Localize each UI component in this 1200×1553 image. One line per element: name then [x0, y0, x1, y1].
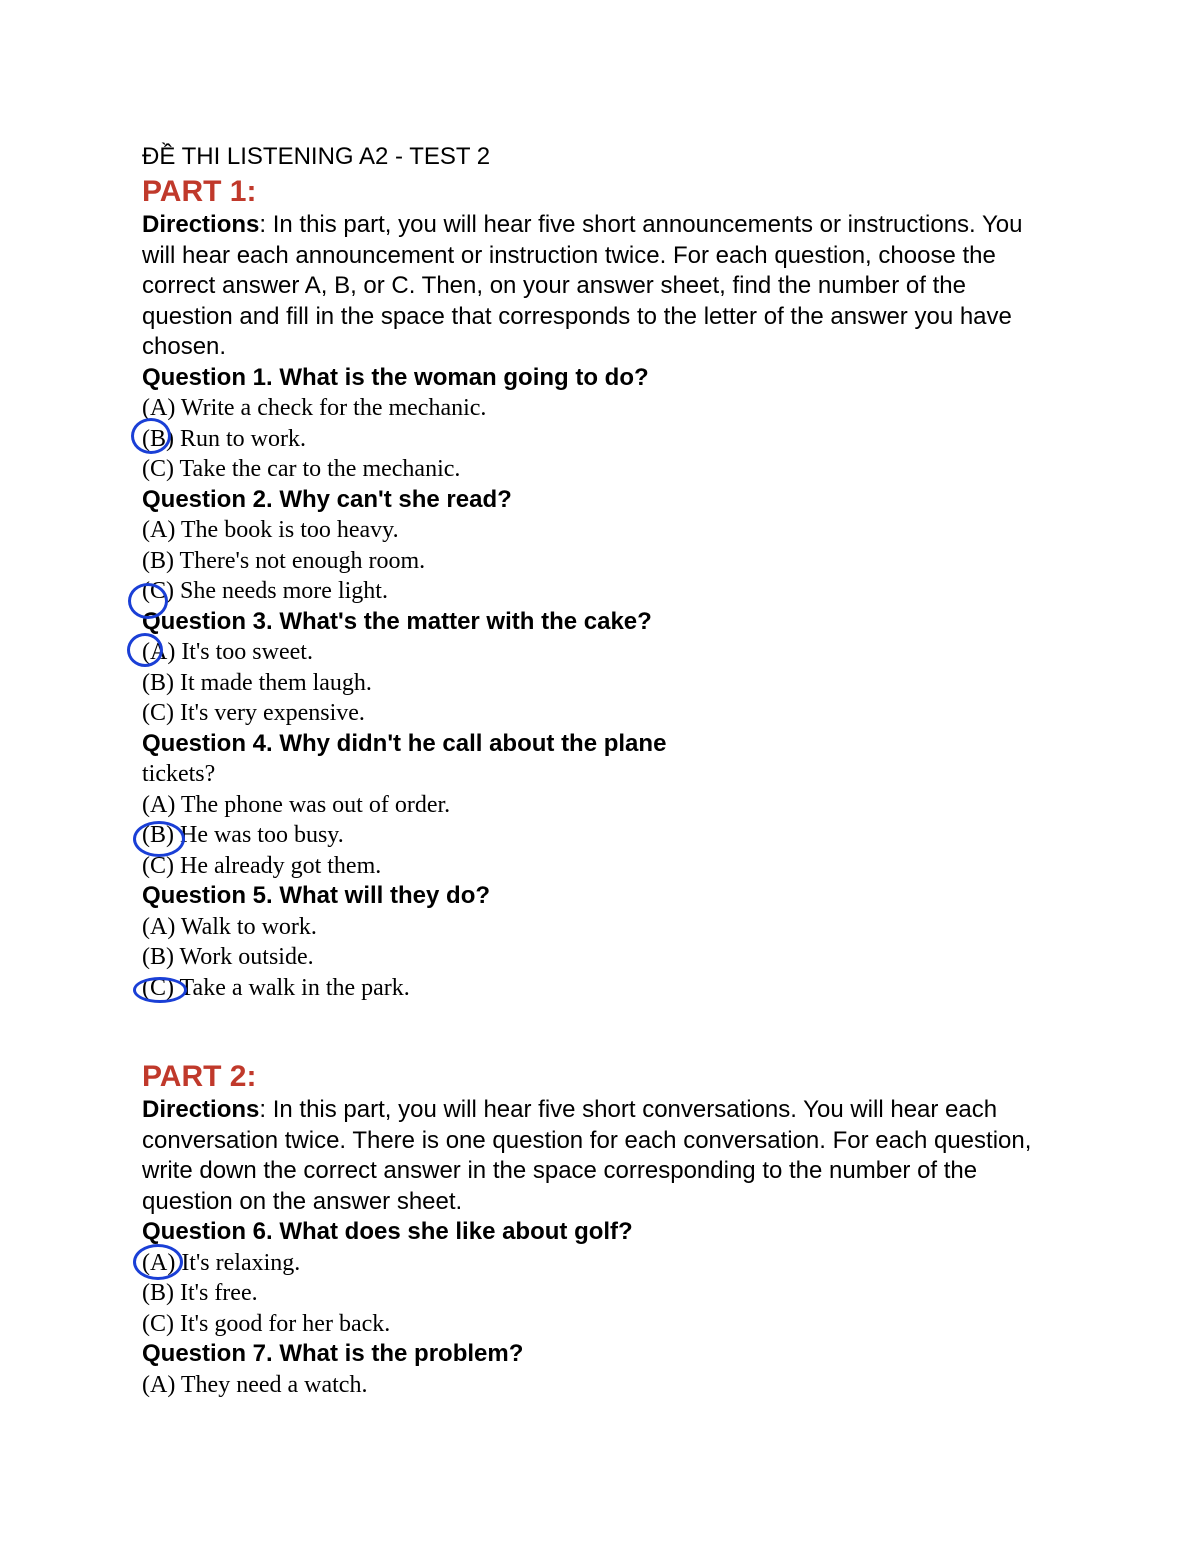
q3-option-b: (B) It made them laugh.	[142, 669, 372, 696]
q1-option-a: (A) Write a check for the mechanic.	[142, 395, 487, 421]
q6-answer-circle	[133, 1244, 183, 1280]
part1-directions-text: : In this part, you will hear five short announcements or instructions. You will hear each announcement or instruction twice. For each question, choose the correct answer A, B, or C. Then, on your answer sheet, find the number of the question and fill in the space that corresponds to the letter of the answer you have chosen.	[142, 211, 1023, 360]
q6-option-b: (B) It's free.	[142, 1280, 258, 1306]
q1-answer-circle	[131, 418, 171, 454]
q5-option-a: (A) Walk to work.	[142, 913, 317, 940]
q5-option-b: (B) Work outside.	[142, 944, 314, 970]
q5-option-c: (C) Take a walk in the park.	[142, 974, 410, 1001]
section-gap	[142, 1003, 1062, 1059]
question-4: Question 4. Why didn't he call about the plane	[142, 729, 667, 757]
question-2: Question 2. Why can't she read?	[142, 485, 512, 513]
q5-answer-circle	[133, 977, 187, 1003]
q1-option-b: (B) Run to work.	[142, 425, 306, 452]
question-7: Question 7. What is the problem?	[142, 1340, 524, 1367]
q2-option-b: (B) There's not enough room.	[142, 547, 426, 574]
question-6: Question 6. What does she like about golf?	[142, 1218, 633, 1245]
q4-option-c: (C) He already got them.	[142, 852, 382, 879]
q4-option-a: (A) The phone was out of order.	[142, 791, 451, 818]
q6-option-c: (C) It's good for her back.	[142, 1310, 391, 1337]
document-title: ĐỀ THI LISTENING A2 - TEST 2	[142, 143, 491, 170]
q2-option-c: (C) She needs more light.	[142, 578, 388, 604]
part1-heading: PART 1:	[142, 175, 257, 208]
part1-directions	[142, 210, 1062, 363]
part2-directions	[142, 1095, 1062, 1217]
q2-answer-circle	[128, 583, 168, 619]
q4-answer-circle	[133, 821, 185, 857]
q4-continuation: tickets?	[142, 761, 216, 787]
question-5: Question 5. What will they do?	[142, 882, 491, 909]
question-3: Question 3. What's the matter with the cake?	[142, 607, 652, 635]
part2-directions-text: : In this part, you will hear five short conversations. You will hear each conversation twice. There is one question for each conversation. For each question, write down the correct answer in the space corresponding to the number of the question on the answer sheet.	[142, 1096, 1032, 1215]
document-page	[142, 140, 1062, 1400]
q3-option-a: (A) It's too sweet.	[142, 639, 313, 665]
q1-option-c: (C) Take the car to the mechanic.	[142, 456, 461, 482]
question-1: Question 1. What is the woman going to do?	[142, 363, 649, 391]
q3-option-c: (C) It's very expensive.	[142, 700, 365, 726]
q4-option-b: (B) He was too busy.	[142, 822, 344, 848]
part2-directions-label: Directions	[142, 1096, 260, 1123]
part2-heading: PART 2:	[142, 1060, 257, 1093]
q3-answer-circle	[127, 633, 163, 667]
q2-option-a: (A) The book is too heavy.	[142, 517, 399, 543]
q7-option-a: (A) They need a watch.	[142, 1371, 368, 1398]
q6-option-a: (A) It's relaxing.	[142, 1249, 301, 1276]
part1-directions-label: Directions	[142, 211, 260, 238]
